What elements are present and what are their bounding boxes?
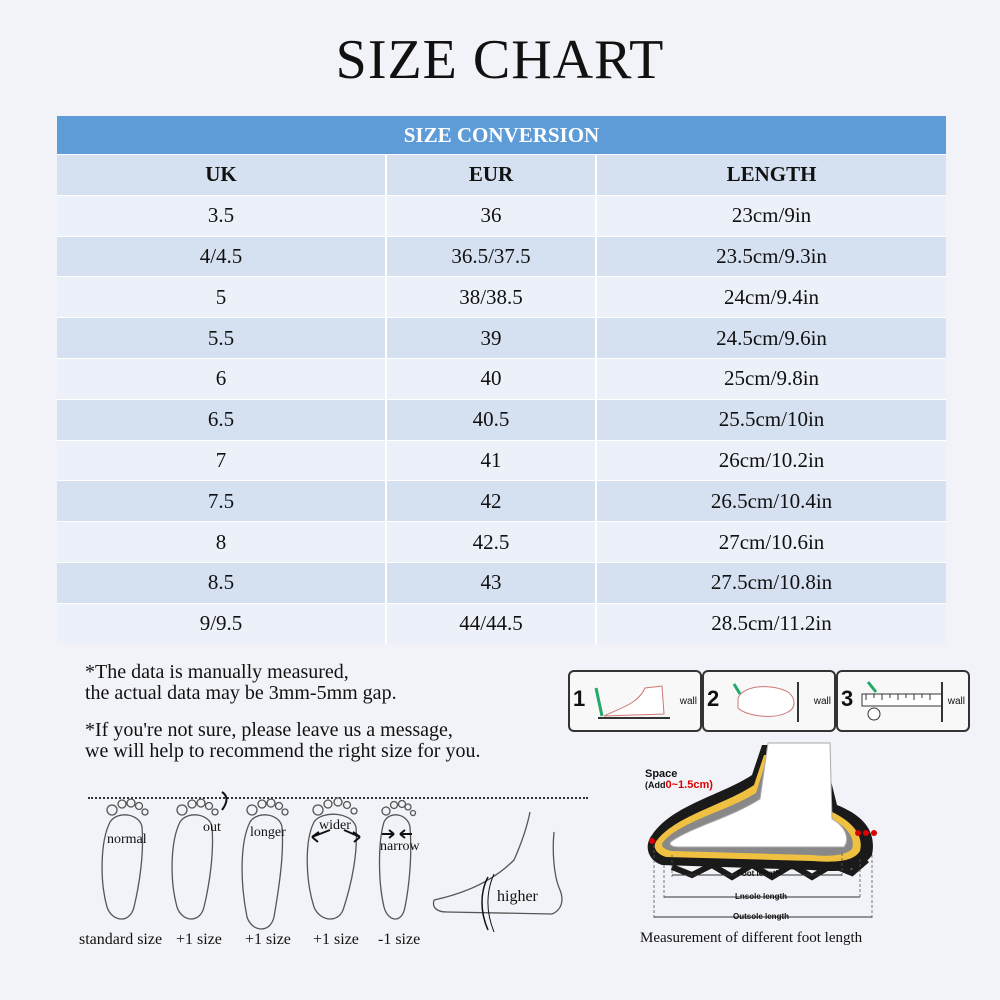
step-2 <box>702 670 836 732</box>
label-longer: longer <box>250 825 286 840</box>
label-normal: normal <box>107 832 147 847</box>
space-label <box>645 769 713 791</box>
column-header-uk: UK <box>57 155 387 195</box>
note-line-2: the actual data may be 3mm-5mm gap. <box>85 682 397 704</box>
table-row <box>57 440 946 481</box>
table-row <box>57 276 946 317</box>
outsole-length-label: Outsole length <box>733 912 789 921</box>
space-add-prefix: (Add <box>645 780 666 790</box>
cell-uk: 5.5 <box>57 318 387 358</box>
column-header-length: LENGTH <box>726 162 817 187</box>
step-3-wall: wall <box>947 696 965 707</box>
space-add-range: 0~1.5cm) <box>665 779 713 791</box>
size-conversion-table <box>57 116 946 644</box>
cell-uk: 6.5 <box>57 400 387 440</box>
table-row <box>57 480 946 521</box>
note-line-3: *If you're not sure, please leave us a message, <box>85 719 453 741</box>
table-body <box>57 195 946 644</box>
step-3-ruler-icon <box>858 678 946 724</box>
table-row <box>57 562 946 603</box>
table-header-row <box>57 154 946 195</box>
step-2-number: 2 <box>707 686 720 711</box>
label-higher: higher <box>497 888 538 905</box>
cell-eur: 44/44.5 <box>387 604 597 644</box>
table-row <box>57 603 946 644</box>
cell-length: 24.5cm/9.6in <box>716 325 827 350</box>
cell-eur: 41 <box>387 441 597 481</box>
cell-eur: 42.5 <box>387 522 597 562</box>
measurement-steps <box>568 670 968 728</box>
notes <box>85 662 480 778</box>
cell-eur: 40 <box>387 359 597 399</box>
caption-longer-size: +1 size <box>245 931 291 948</box>
cell-length: 26.5cm/10.4in <box>710 488 833 513</box>
shoe-caption: Measurement of different foot length <box>640 930 863 946</box>
shoe-cross-section-diagram <box>632 735 902 935</box>
note-line-1: *The data is manually measured, <box>85 661 349 683</box>
cell-uk: 9/9.5 <box>57 604 387 644</box>
cell-length: 24cm/9.4in <box>723 284 820 309</box>
cell-length: 28.5cm/11.2in <box>711 611 832 636</box>
table-row <box>57 521 946 562</box>
cell-uk: 7.5 <box>57 481 387 521</box>
normal-foot-icon <box>102 815 142 919</box>
table-row <box>57 358 946 399</box>
space-title: Space <box>645 768 678 780</box>
insole-length-label: Lnsole length <box>735 892 787 901</box>
caption-out-size: +1 size <box>176 931 222 948</box>
cell-length: 25.5cm/10in <box>718 407 825 432</box>
note-line-4: we will help to recommend the right size for you. <box>85 740 481 762</box>
foot-length-label: Foot length <box>737 869 781 878</box>
cell-length: 27cm/10.6in <box>718 529 825 554</box>
cell-uk: 6 <box>57 359 387 399</box>
step-2-foot-icon <box>724 678 812 724</box>
cell-eur: 39 <box>387 318 597 358</box>
cell-eur: 36 <box>387 196 597 236</box>
cell-uk: 8 <box>57 522 387 562</box>
cell-eur: 36.5/37.5 <box>387 237 597 277</box>
table-row <box>57 236 946 277</box>
label-wider: wider <box>319 818 351 833</box>
cell-length: 23cm/9in <box>731 203 812 228</box>
step-1-foot-icon <box>590 678 678 724</box>
step-1-wall: wall <box>679 696 697 707</box>
cell-uk: 5 <box>57 277 387 317</box>
cell-uk: 8.5 <box>57 563 387 603</box>
table-row <box>57 399 946 440</box>
narrow-foot-icon <box>380 815 411 919</box>
cell-length: 27.5cm/10.8in <box>710 570 833 595</box>
cell-eur: 38/38.5 <box>387 277 597 317</box>
cell-eur: 42 <box>387 481 597 521</box>
cell-uk: 3.5 <box>57 196 387 236</box>
label-narrow: narrow <box>380 839 420 854</box>
step-3 <box>836 670 970 732</box>
caption-standard-size: standard size <box>79 931 163 948</box>
step-3-number: 3 <box>841 686 854 711</box>
column-header-eur: EUR <box>387 155 597 195</box>
cell-uk: 7 <box>57 441 387 481</box>
step-1-number: 1 <box>573 686 586 711</box>
label-out: out <box>203 820 221 835</box>
cell-length: 23.5cm/9.3in <box>716 243 827 268</box>
page-title: SIZE CHART <box>335 29 665 91</box>
caption-wider-size: +1 size <box>313 931 359 948</box>
cell-uk: 4/4.5 <box>57 237 387 277</box>
table-row <box>57 317 946 358</box>
cell-length: 26cm/10.2in <box>718 447 825 472</box>
cell-eur: 40.5 <box>387 400 597 440</box>
cell-eur: 43 <box>387 563 597 603</box>
cell-length: 25cm/9.8in <box>723 366 820 391</box>
table-row <box>57 195 946 236</box>
table-heading: SIZE CONVERSION <box>57 116 946 154</box>
step-1 <box>568 670 702 732</box>
caption-narrow-size: -1 size <box>378 931 421 948</box>
step-2-wall: wall <box>813 696 831 707</box>
